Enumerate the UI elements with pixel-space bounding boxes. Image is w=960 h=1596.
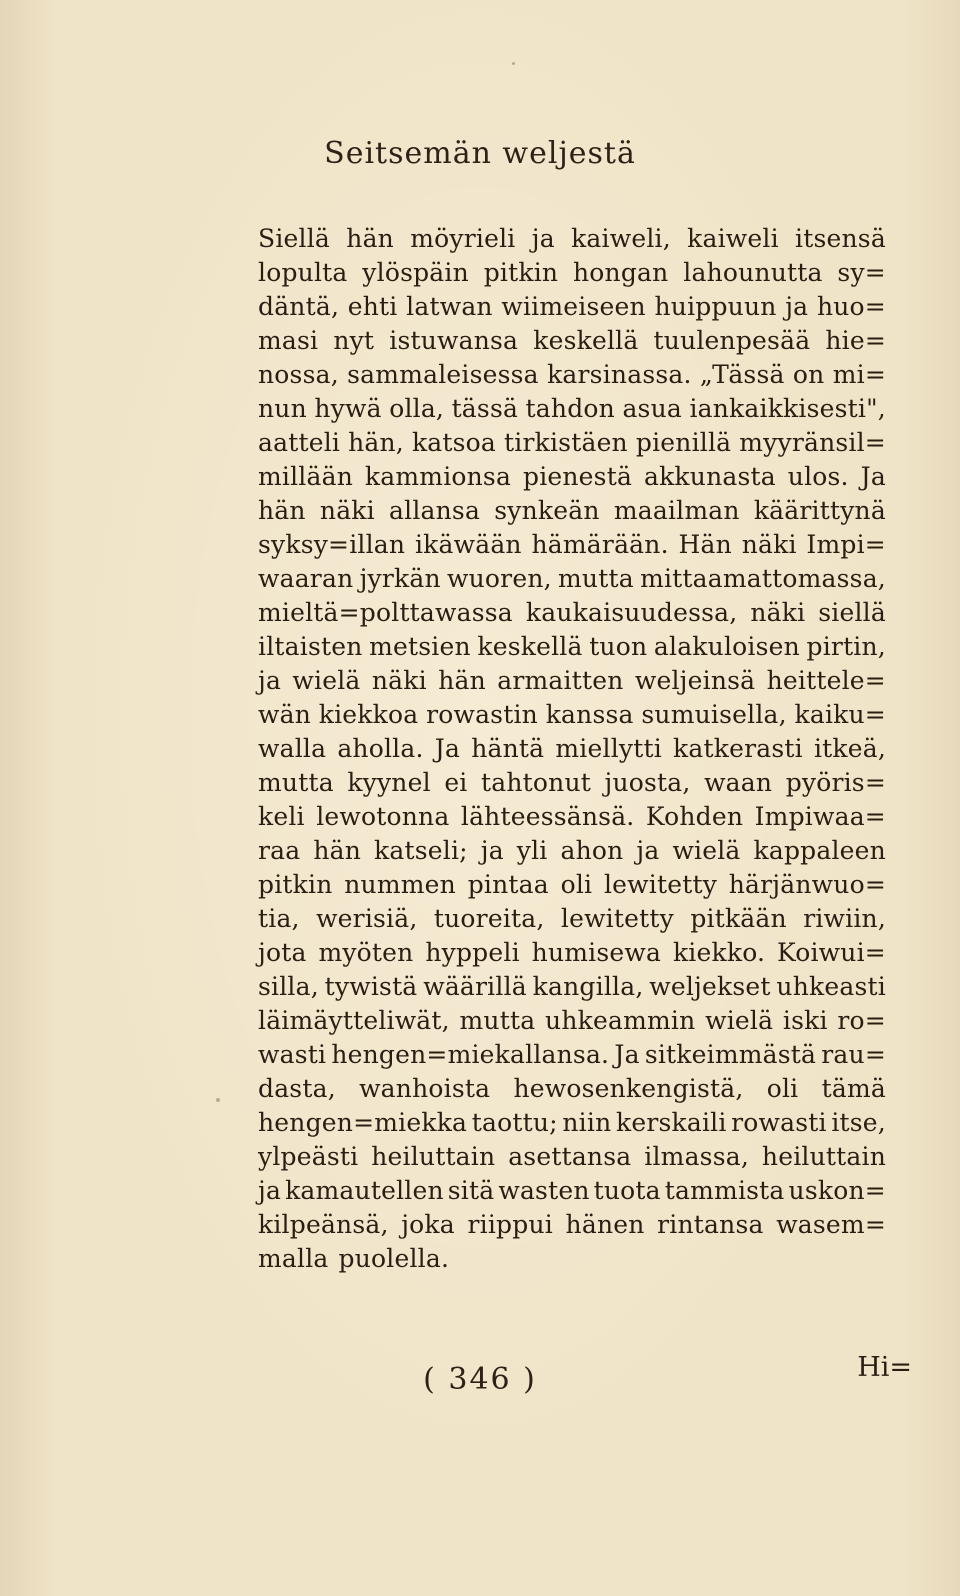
text-line: syksy=illan ikäwään hämärään. Hän näki Impi= bbox=[258, 530, 886, 559]
text-line: malla puolella. bbox=[258, 1244, 450, 1273]
text-line: nun hywä olla, tässä tahdon asua iankaikkisesti", bbox=[258, 394, 886, 423]
text-line: wän kiekkoa rowastin kanssa sumuisella, kaiku= bbox=[258, 700, 886, 729]
text-line: läimäytteliwät, mutta uhkeammin wielä iski ro= bbox=[258, 1006, 886, 1035]
text-line: raa hän katseli; ja yli ahon ja wielä kappaleen bbox=[258, 836, 886, 865]
text-line: masi nyt istuwansa keskellä tuulenpesää hie= bbox=[258, 326, 886, 355]
text-line: aatteli hän, katsoa tirkistäen pienillä myyränsil= bbox=[258, 428, 886, 457]
text-line: keli lewotonna lähteessänsä. Kohden Impiwaa= bbox=[258, 802, 886, 831]
page-number: ( 346 ) bbox=[423, 1362, 537, 1397]
text-line: dasta, wanhoista hewosenkengistä, oli tämä bbox=[258, 1074, 886, 1103]
text-line: jota myöten hyppeli humisewa kiekko. Koiwui= bbox=[258, 938, 886, 967]
text-line: däntä, ehti latwan wiimeiseen huippuun ja huo= bbox=[258, 292, 886, 321]
text-line: iltaisten metsien keskellä tuon alakuloisen pirtin, bbox=[258, 632, 886, 661]
text-line: lopulta ylöspäin pitkin hongan lahounutta sy= bbox=[258, 258, 886, 287]
text-line: Siellä hän möyrieli ja kaiweli, kaiweli itsensä bbox=[258, 224, 886, 253]
text-line: hän näki allansa synkeän maailman käärittynä bbox=[258, 496, 886, 525]
paper-speck bbox=[512, 62, 515, 65]
catchword: Hi= bbox=[857, 1352, 912, 1383]
text-line: nossa, sammaleisessa karsinassa. „Tässä on mi= bbox=[258, 360, 886, 389]
text-line: kilpeänsä, joka riippui hänen rintansa wasem= bbox=[258, 1210, 886, 1239]
text-line: mieltä=polttawassa kaukaisuudessa, näki siellä bbox=[258, 598, 886, 627]
text-line: millään kammionsa pienestä akkunasta ulos. Ja bbox=[258, 462, 886, 491]
text-line: wasti hengen=miekallansa. Ja sitkeimmästä rau= bbox=[258, 1040, 886, 1069]
text-line: ylpeästi heiluttain asettansa ilmassa, heiluttain bbox=[258, 1142, 886, 1171]
text-line: ja kamautellen sitä wasten tuota tammista uskon= bbox=[258, 1176, 886, 1205]
text-line: waaran jyrkän wuoren, mutta mittaamattomassa, bbox=[258, 564, 886, 593]
running-head: Seitsemän weljestä bbox=[324, 136, 636, 171]
text-line: mutta kyynel ei tahtonut juosta, waan pyöris= bbox=[258, 768, 886, 797]
body-text bbox=[258, 222, 886, 1276]
paper-speck bbox=[216, 1098, 220, 1102]
text-line: hengen=miekka taottu; niin kerskaili rowasti itse, bbox=[258, 1108, 886, 1137]
text-line: walla aholla. Ja häntä miellytti katkerasti itkeä, bbox=[258, 734, 886, 763]
text-line: tia, werisiä, tuoreita, lewitetty pitkään riwiin, bbox=[258, 904, 886, 933]
text-line: pitkin nummen pintaa oli lewitetty härjänwuo= bbox=[258, 870, 886, 899]
text-line: silla, tywistä wäärillä kangilla, weljekset uhkeasti bbox=[258, 972, 886, 1001]
text-line: ja wielä näki hän armaitten weljeinsä heittele= bbox=[258, 666, 886, 695]
